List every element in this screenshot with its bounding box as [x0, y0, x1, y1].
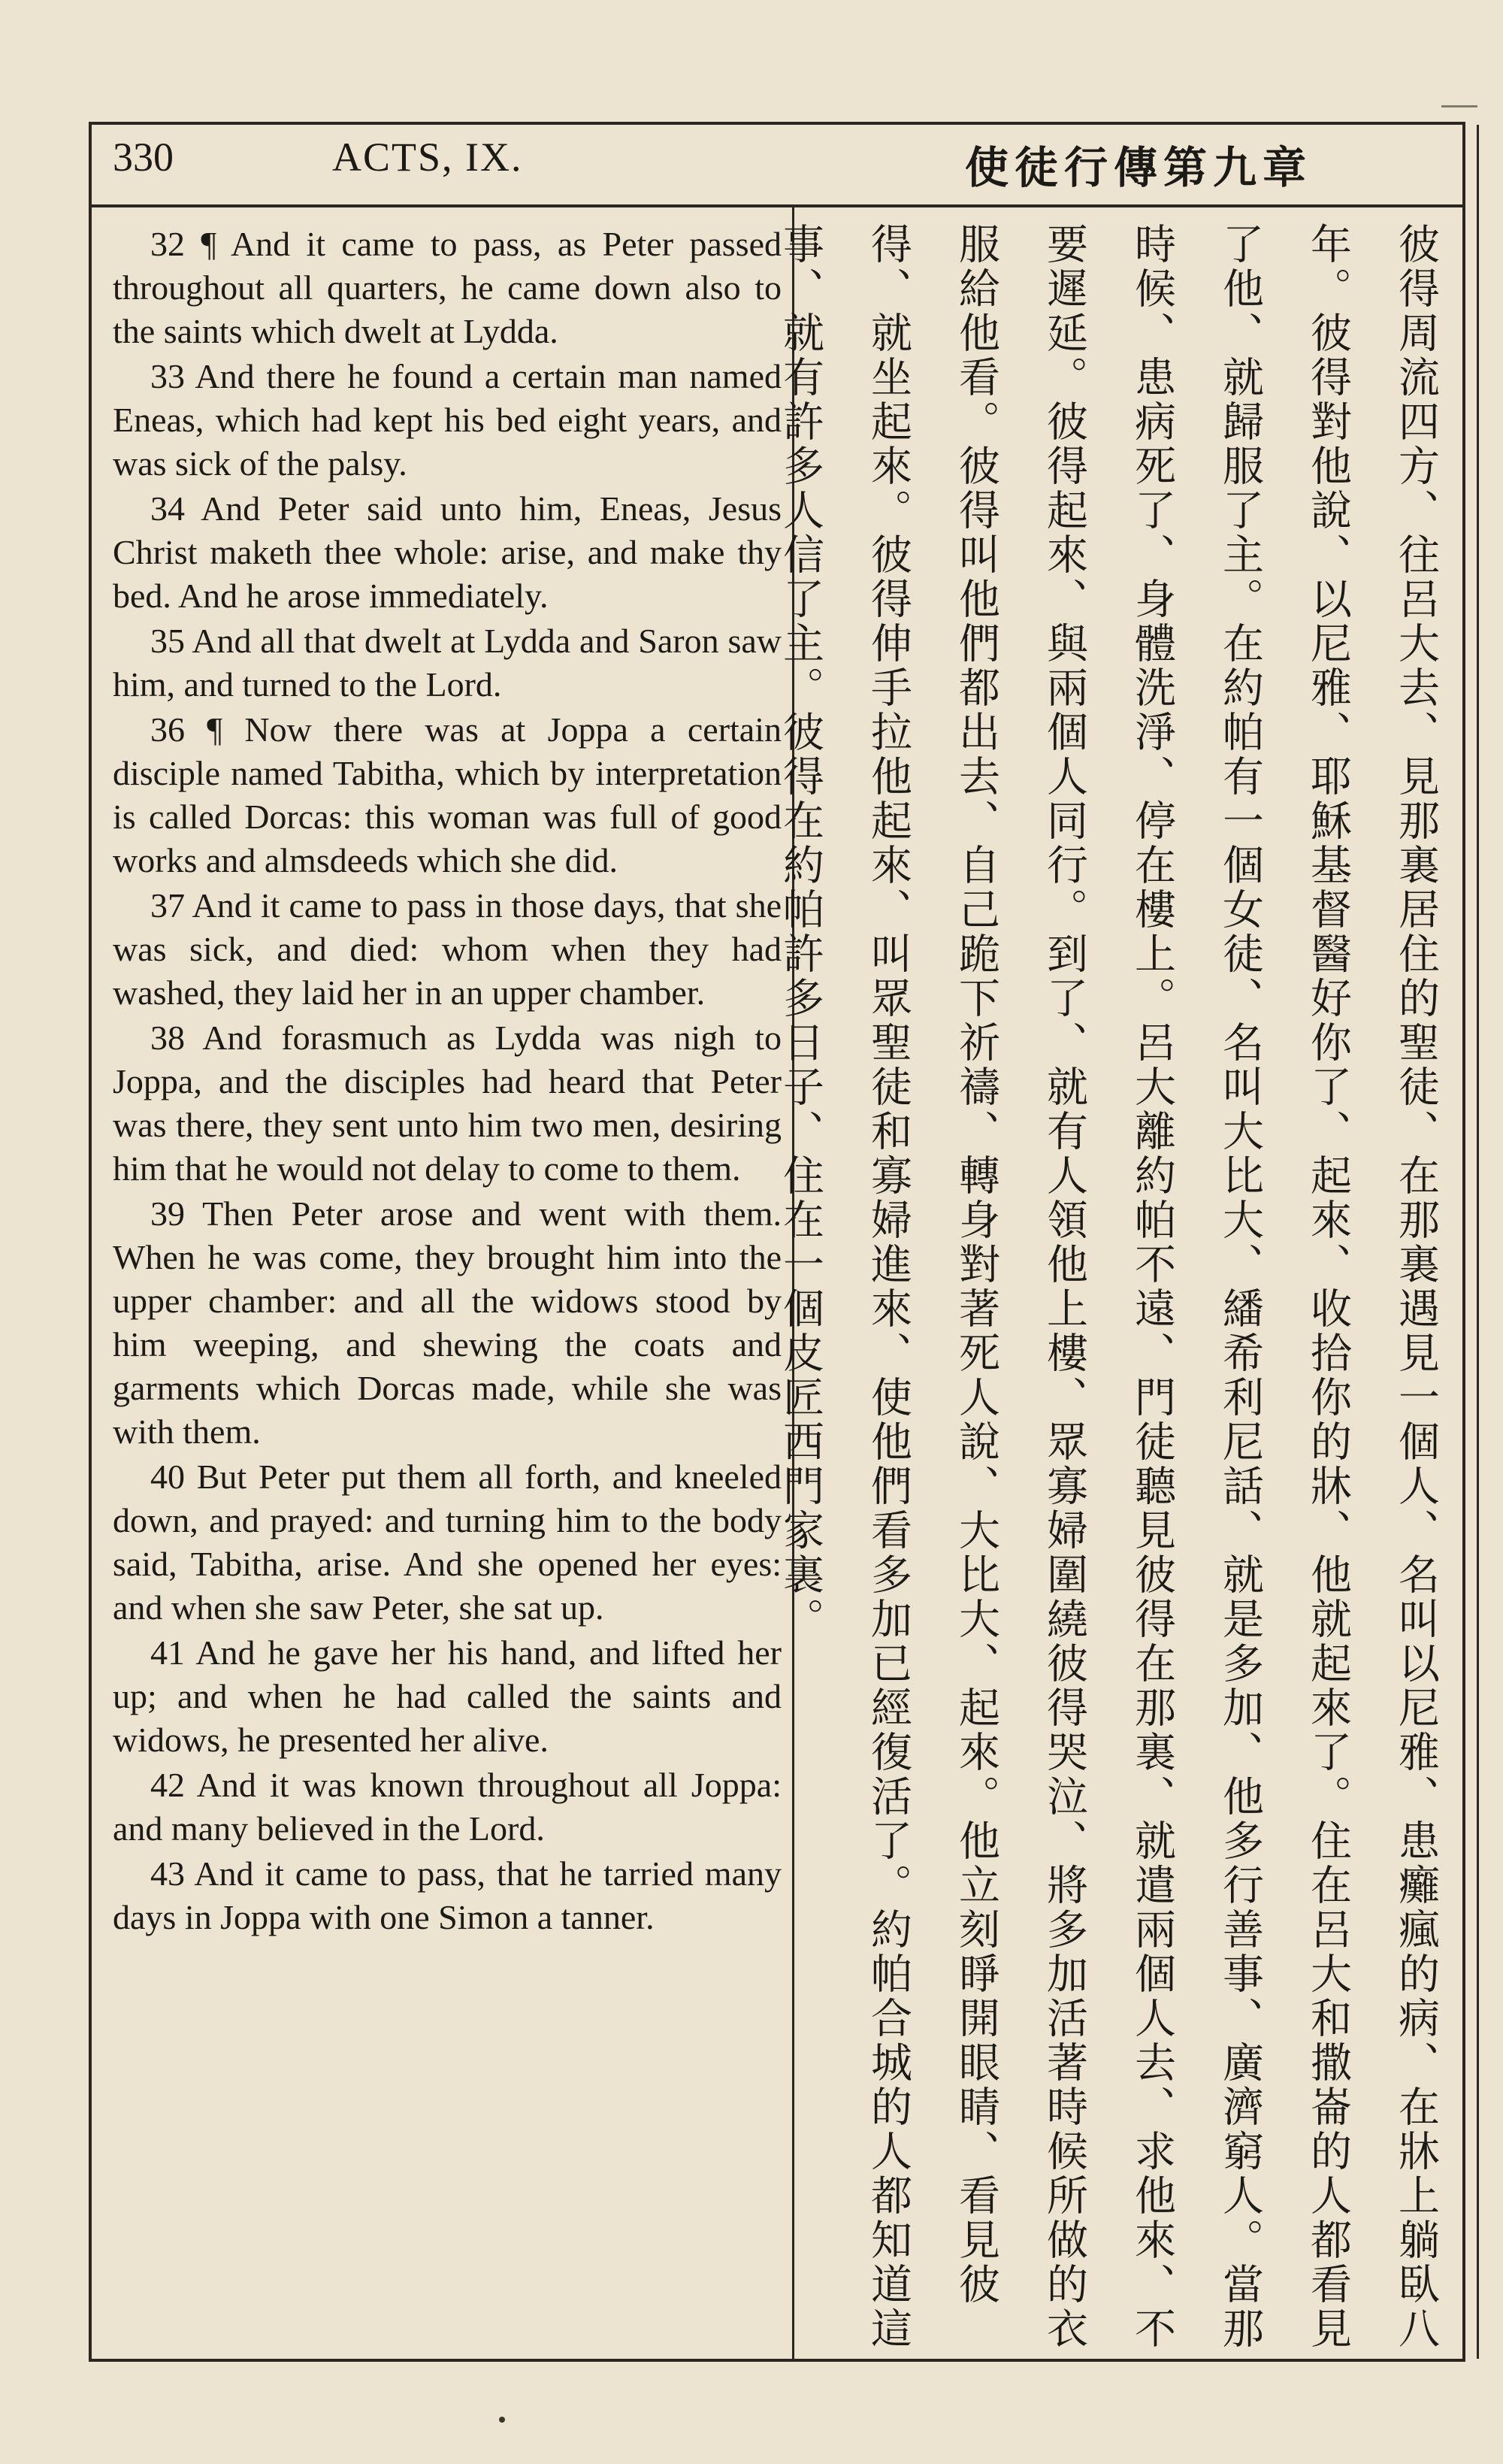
verse-34: 34 And Peter said unto him, Eneas, Jesus Christ maketh thee whole: arise, and make thy bed. And he arose immediately.	[113, 489, 782, 615]
verse-41: 41 And he gave her his hand, and lifted her up; and when he had called the saints and widows, he presented her alive.	[113, 1633, 782, 1759]
verse-33: 33 And there he found a certain man named Eneas, which had kept his bed eight years, and was sick of the palsy.	[113, 357, 782, 483]
chinese-column	[776, 222, 1459, 2357]
page-number: 330	[113, 135, 174, 180]
page-header	[92, 125, 1462, 207]
running-head: ACTS, IX.	[332, 135, 523, 180]
verse-39: 39 Then Peter arose and went with them. When he was come, they brought him into the upper chamber: and all the widows stood by him weeping, and shewing the coats and garments which Dorcas made, while she was with them.	[113, 1194, 782, 1451]
english-column	[113, 222, 782, 2350]
chinese-title: 使徒行傳第九章	[964, 142, 1312, 193]
verse-42: 42 And it was known throughout all Joppa: and many believed in the Lord.	[113, 1766, 782, 1848]
chinese-text: 彼得周流四方、往呂大去、見那裏居住的聖徒、在那裏遇見一個人、名叫以尼雅、患癱瘋的病、在牀上躺臥八年。彼得對他說、以尼雅、耶穌基督醫好你了、起來、收拾你的牀、他就起來了。住在呂大和撒崙的人都看見了他、就歸服了主。在約帕有一個女徒、名叫大比大、繙希利尼話、就是多加、他多行善事、廣濟窮人。當那時候、患病死了、身體洗淨、停在樓上。呂大離約帕不遠、門徒聽見彼得在那裏、就遣兩個人去、求他來、不要遲延。彼得起來、與兩個人同行。到了、就有人領他上樓、眾寡婦圍繞彼得哭泣、將多加活著時候所做的衣服給他看。彼得叫他們都出去、自己跪下祈禱、轉身對著死人說、大比大、起來。他立刻睜開眼睛、看見彼得、就坐起來。彼得伸手拉他起來、叫眾聖徒和寡婦進來、使他們看多加已經復活了。約帕合城的人都知道這事、就有許多人信了主。彼得在約帕許多日子、住在一個皮匠西門家裏。	[776, 222, 1440, 2351]
verse-32: 32 ¶ And it came to pass, as Peter passed throughout all quarters, he came down also to the saints which dwelt at Lydda.	[113, 225, 782, 350]
corner-mark	[1441, 105, 1477, 107]
verse-35: 35 And all that dwelt at Lydda and Saron saw him, and turned to the Lord.	[113, 622, 782, 704]
verse-37: 37 And it came to pass in those days, that she was sick, and died: whom when they had washed, they laid her in an upper chamber.	[113, 886, 782, 1012]
page-dot	[499, 2417, 505, 2423]
verse-36: 36 ¶ Now there was at Joppa a certain disciple named Tabitha, which by interpretation is called Dorcas: this woman was full of good works and almsdeeds which she did.	[113, 710, 782, 879]
verse-40: 40 But Peter put them all forth, and kneeled down, and prayed: and turning him to the body said, Tabitha, arise. And she opened her eyes: and when she saw Peter, she sat up.	[113, 1458, 782, 1627]
verse-38: 38 And forasmuch as Lydda was nigh to Joppa, and the disciples had heard that Peter was there, they sent unto him two men, desiring him that he would not delay to come to them.	[113, 1019, 782, 1188]
page-frame	[89, 122, 1465, 2362]
verse-43: 43 And it came to pass, that he tarried many days in Joppa with one Simon a tanner.	[113, 1854, 782, 1936]
